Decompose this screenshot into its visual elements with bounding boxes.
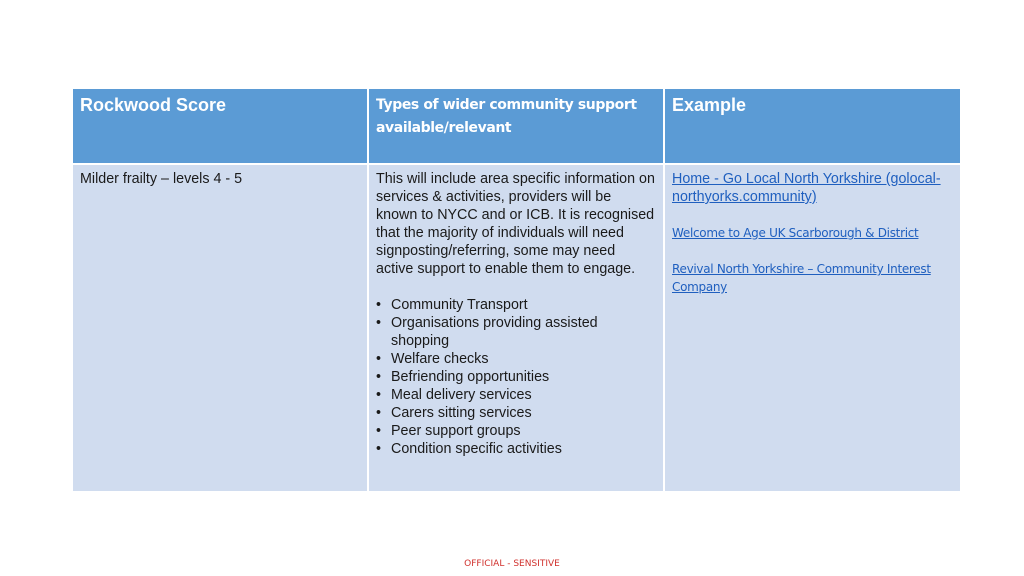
list-item [376, 368, 656, 386]
header-types-of-support: Types of wider community support available/relevant [368, 88, 664, 164]
bullet-icon: • [376, 441, 382, 457]
bullet-icon: • [376, 315, 382, 331]
cell-examples [664, 164, 961, 492]
service-label: Meal delivery services [391, 387, 532, 403]
support-table [71, 87, 962, 493]
list-item [376, 350, 656, 368]
revival-link[interactable]: Revival North Yorkshire – Community Interest Company [672, 262, 931, 294]
bullet-icon: • [376, 297, 382, 313]
list-item [376, 296, 656, 314]
bullet-icon: • [376, 387, 382, 403]
list-item [376, 386, 656, 404]
bullet-icon: • [376, 369, 382, 385]
classification-footer: OFFICIAL - SENSITIVE [464, 559, 560, 569]
service-label: Carers sitting services [391, 405, 532, 421]
service-label: Community Transport [391, 297, 528, 313]
bullet-icon: • [376, 423, 382, 439]
cell-support-types [368, 164, 664, 492]
table-header-row [72, 88, 961, 164]
age-uk-link[interactable]: Welcome to Age UK Scarborough & District [672, 226, 919, 240]
header-example: Example [664, 88, 961, 164]
bullet-icon: • [376, 351, 382, 367]
cell-score: Milder frailty – levels 4 - 5 [72, 164, 368, 492]
table-row [72, 164, 961, 492]
list-item [376, 314, 656, 350]
service-label: Organisations providing assisted shopping [391, 315, 598, 349]
service-label: Peer support groups [391, 423, 521, 439]
list-item [376, 404, 656, 422]
service-label: Condition specific activities [391, 441, 562, 457]
list-item [376, 422, 656, 440]
list-item [376, 440, 656, 458]
golocal-link[interactable]: Home - Go Local North Yorkshire (golocal-northyorks.community) [672, 171, 941, 205]
support-intro-text: This will include area specific information on services & activities, providers will be known to NYCC and or ICB. It is recognised that the majority of individuals will need signposting/referring, some may need active support to enable them to engage. [376, 171, 655, 277]
services-list [376, 296, 656, 458]
service-label: Welfare checks [391, 351, 489, 367]
header-rockwood-score: Rockwood Score [72, 88, 368, 164]
service-label: Befriending opportunities [391, 369, 550, 385]
bullet-icon: • [376, 405, 382, 421]
